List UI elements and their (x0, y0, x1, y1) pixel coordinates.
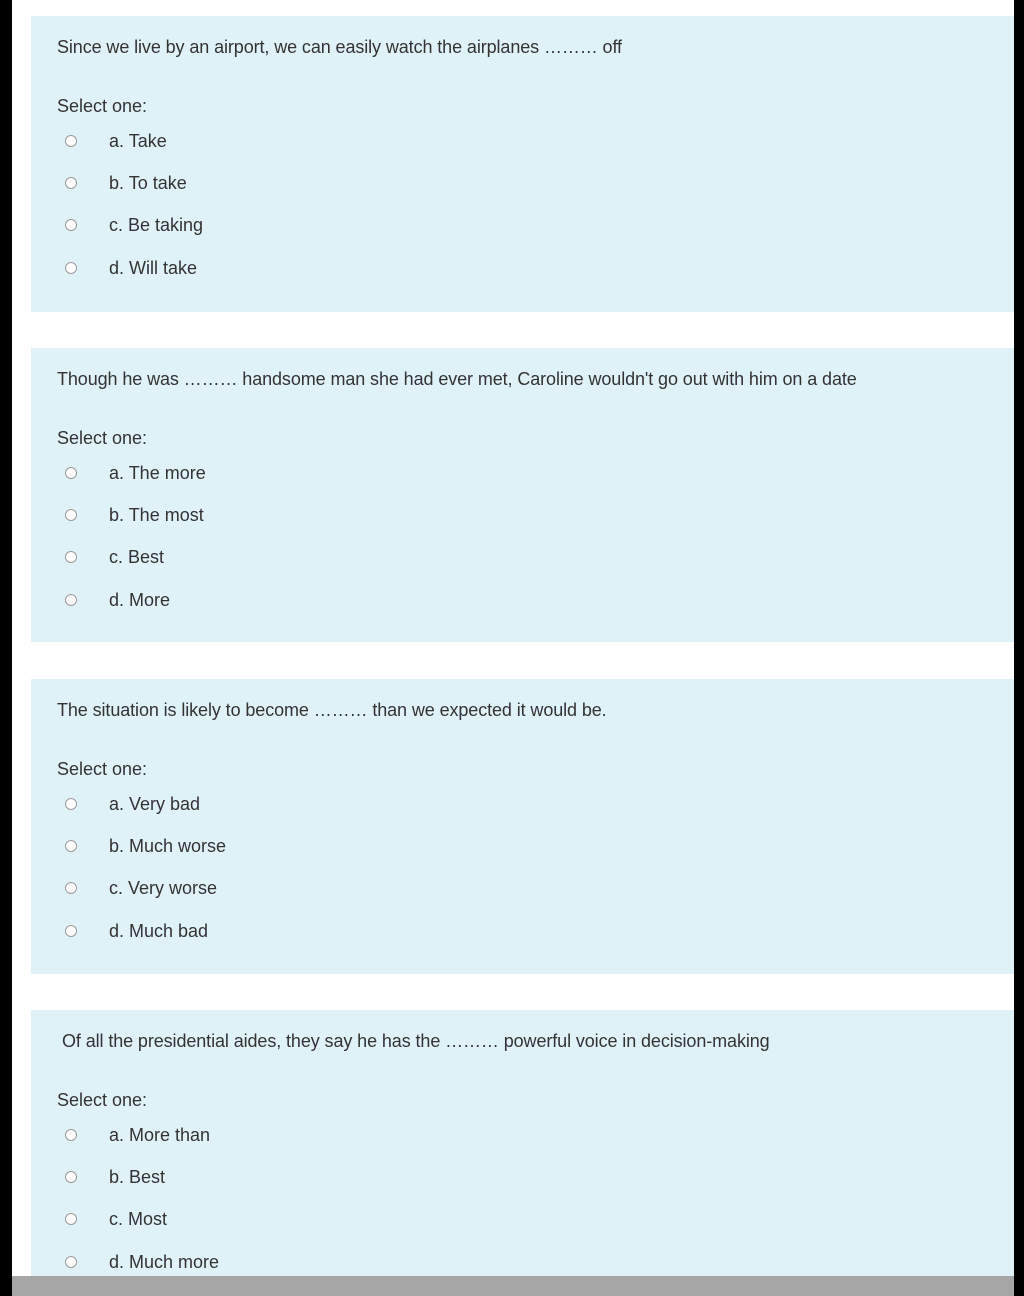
option-label[interactable]: d. Much bad (109, 920, 209, 941)
option-d[interactable] (65, 919, 208, 943)
question-text: Though he was ……… handsome man she had ever met, Caroline wouldn't go out with him on a date (57, 369, 857, 389)
option-c[interactable] (65, 545, 164, 569)
option-label[interactable]: b. Best (109, 1166, 166, 1187)
radio-button[interactable] (65, 840, 77, 852)
bottom-scrollbar[interactable] (12, 1276, 1014, 1296)
select-one-label: Select one: (57, 428, 148, 448)
option-c[interactable] (65, 213, 203, 237)
option-d[interactable] (65, 588, 170, 612)
option-label[interactable]: c. Very worse (109, 877, 218, 898)
option-c[interactable] (65, 876, 217, 900)
radio-button[interactable] (65, 594, 77, 606)
question-text: The situation is likely to become ……… than we expected it would be. (57, 700, 607, 720)
option-c[interactable] (65, 1207, 167, 1231)
option-label[interactable]: a. More than (109, 1124, 211, 1145)
radio-button[interactable] (65, 467, 77, 479)
option-b[interactable] (65, 1165, 165, 1189)
option-a[interactable] (65, 461, 206, 485)
question-4 (31, 1010, 1014, 1280)
radio-button[interactable] (65, 262, 77, 274)
question-2 (31, 348, 1014, 642)
option-label[interactable]: c. Be taking (109, 214, 204, 235)
option-label[interactable]: b. Much worse (109, 835, 227, 856)
radio-button[interactable] (65, 509, 77, 521)
question-1 (31, 16, 1014, 312)
option-d[interactable] (65, 256, 197, 280)
radio-button[interactable] (65, 219, 77, 231)
radio-button[interactable] (65, 551, 77, 563)
radio-button[interactable] (65, 177, 77, 189)
option-label[interactable]: b. To take (109, 172, 187, 193)
option-label[interactable]: a. The more (109, 462, 206, 483)
radio-button[interactable] (65, 798, 77, 810)
question-text: Since we live by an airport, we can easily watch the airplanes ……… off (57, 37, 622, 57)
select-one-label: Select one: (57, 1090, 148, 1110)
option-d[interactable] (65, 1250, 219, 1274)
question-text: Of all the presidential aides, they say he has the ……… powerful voice in decision-making (62, 1031, 770, 1051)
option-a[interactable] (65, 1123, 210, 1147)
option-b[interactable] (65, 503, 204, 527)
option-label[interactable]: a. Take (109, 130, 167, 151)
option-label[interactable]: c. Most (109, 1208, 168, 1229)
option-label[interactable]: d. Much more (109, 1251, 220, 1272)
option-label[interactable]: c. Best (109, 546, 165, 567)
radio-button[interactable] (65, 135, 77, 147)
radio-button[interactable] (65, 1171, 77, 1183)
option-b[interactable] (65, 834, 226, 858)
radio-button[interactable] (65, 882, 77, 894)
radio-button[interactable] (65, 1213, 77, 1225)
quiz-page (12, 0, 1014, 1296)
option-b[interactable] (65, 171, 187, 195)
option-label[interactable]: d. Will take (109, 257, 198, 278)
radio-button[interactable] (65, 925, 77, 937)
option-label[interactable]: a. Very bad (109, 793, 201, 814)
option-a[interactable] (65, 129, 167, 153)
option-label[interactable]: b. The most (109, 504, 204, 525)
radio-button[interactable] (65, 1256, 77, 1268)
select-one-label: Select one: (57, 96, 148, 116)
option-a[interactable] (65, 792, 200, 816)
question-3 (31, 679, 1014, 974)
select-one-label: Select one: (57, 759, 148, 779)
option-label[interactable]: d. More (109, 589, 171, 610)
radio-button[interactable] (65, 1129, 77, 1141)
